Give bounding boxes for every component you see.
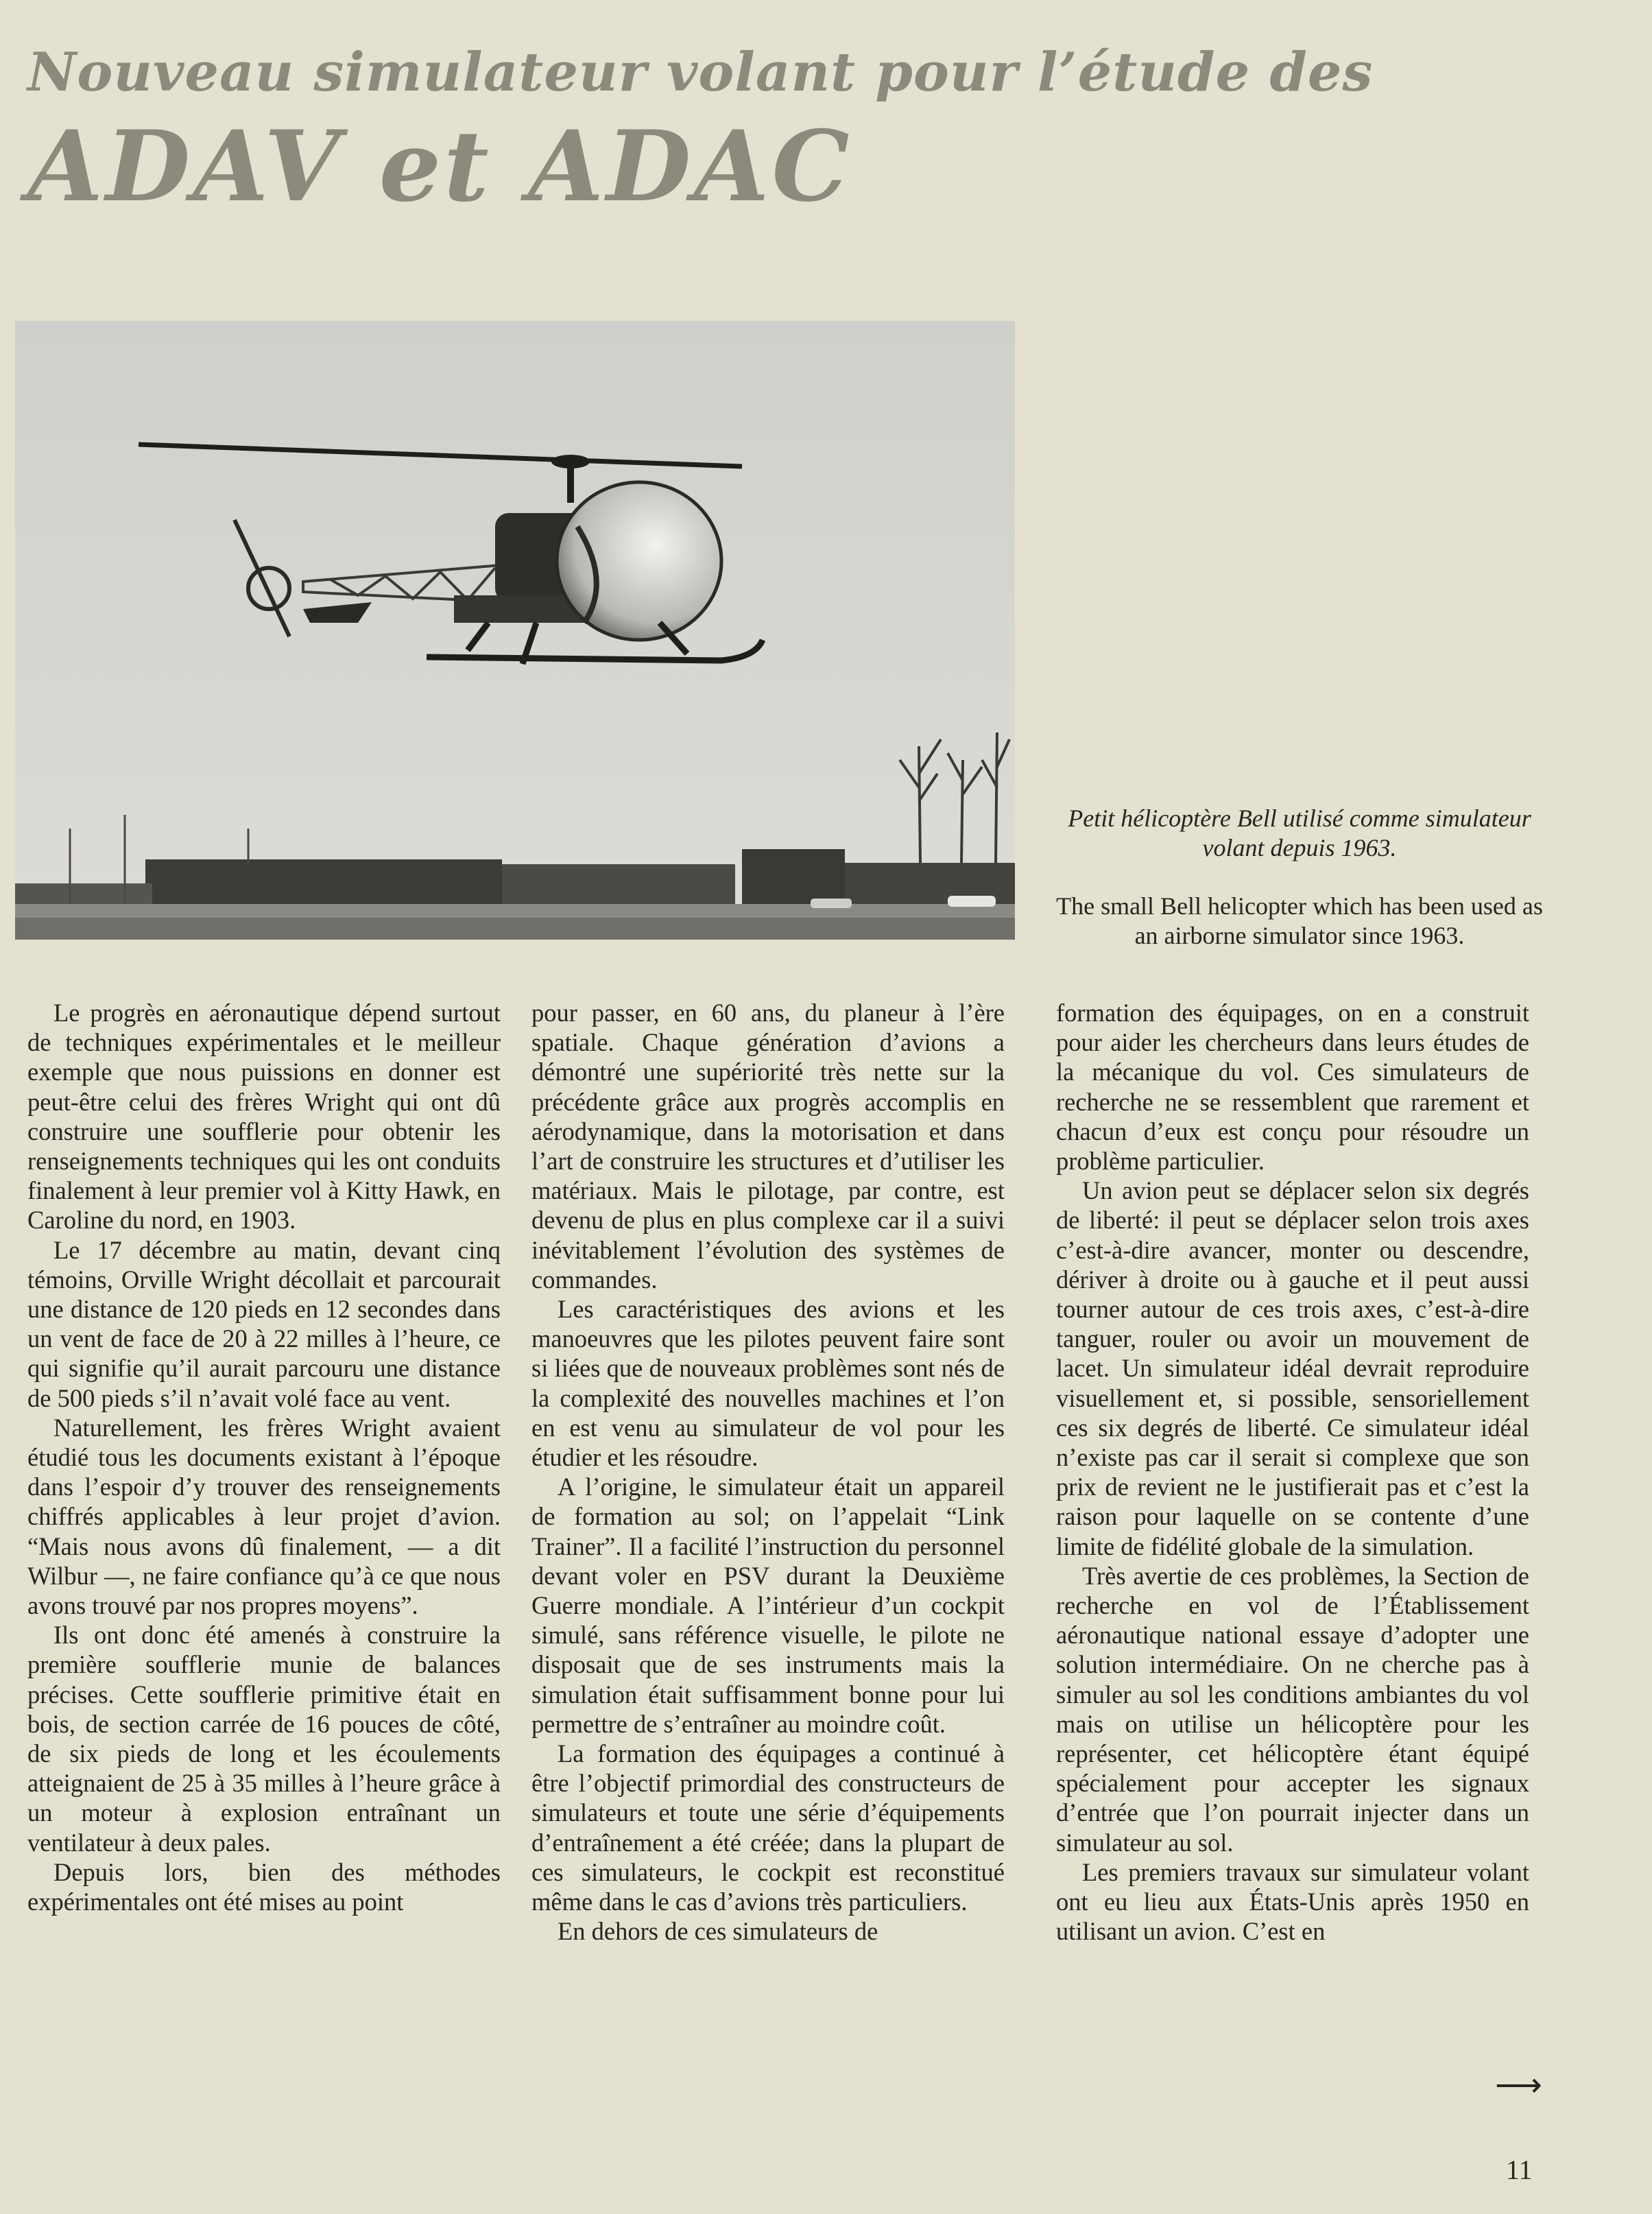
continued-arrow-icon: ⟶ [1495,2066,1542,2104]
paragraph: A l’origine, le simulateur était un appareil de formation au sol; on l’appelait “Link Trainer”. Il a facilité l’instruction du personnel devant voler en PSV durant la Deuxième Guerre mondiale. A l’intérieur d’un cockpit simulé, sans référence visuelle, le pilote ne disposait que de ses instruments mais la simulation était suffisamment bonne pour lui permettre de s’entraîner au moindre coût. [531,1473,1005,1738]
headline-line-1: Nouveau simulateur volant pour l’étude des [27,41,1374,104]
paragraph: Naturellement, les frères Wright avaient étudié tous les documents existant à l’époque dans l’espoir d’y trouver des renseignements chiffrés applicables à leur projet d’avion. “Mais nous avons dû finalement, — a dit Wilbur —, ne faire confiance qu’à ce que nous avons trouvé par nos propres moyens”. [27,1413,501,1620]
helicopter-photo [15,321,1015,940]
headline-line-2: ADAV et ADAC [27,110,852,224]
paragraph: La formation des équipages a continué à être l’objectif primordial des constructeurs de simulateurs et toute une série d’équipements d’entraînement a été créée; dans la plupart de ces simulateurs, le cockpit est reconstitué même dans le cas d’avions très particuliers. [531,1739,1005,1916]
paragraph: formation des équipages, on en a construit pour aider les chercheurs dans leurs études de la mécanique du vol. Ces simulateurs de recherche ne se ressemblent que rarement et chacun d’eux est conçu pour résoudre un problème particulier. [1056,999,1529,1176]
paragraph: Un avion peut se déplacer selon six degrés de liberté: il peut se déplacer selon trois axes c’est-à-dire avancer, monter ou descendre, dériver à droite ou à gauche et il peut aussi tourner autour de ces trois axes, c’est-à-dire tanguer, rouler ou avoir un mouvement de lacet. Un simulateur idéal devrait reproduire visuellement et, si possible, sensoriellement ces six degrés de liberté. Ce simulateur idéal n’existe pas car il serait si complexe que son prix de revient ne le justifierait pas et c’est la raison pour laquelle on se contente d’une limite de fidélité globale de la simulation. [1056,1176,1529,1560]
paragraph: Très avertie de ces problèmes, la Section de recherche en vol de l’Établissement aéronautique national essaye d’adopter une solution intermédiaire. On ne cherche pas à simuler au sol les conditions ambiantes du vol mais on utilise un hélicoptère pour les représenter, cet hélicoptère étant équipé spécialement pour accepter les signaux d’entrée que l’on pourrait injecter dans un simulateur au sol. [1056,1561,1529,1857]
helicopter-photo-illustration [15,321,1015,940]
photo-caption-french: Petit hélicoptère Bell utilisé comme simulateur volant depuis 1963. [1068,805,1531,861]
paragraph: Les premiers travaux sur simulateur volant ont eu lieu aux États-Unis après 1950 en utilisant un avion. C’est en [1056,1857,1529,1946]
article-column-1 [27,998,501,1916]
paragraph: Le 17 décembre au matin, devant cinq témoins, Orville Wright décollait et parcourait une distance de 120 pieds en 12 secondes dans un vent de face de 20 à 22 milles à l’heure, ce qui signifie qu’il aurait parcouru une distance de 500 pieds s’il n’avait volé face au vent. [27,1235,501,1412]
photo-caption-english: The small Bell helicopter which has been used as an airborne simulator since 1963. [1056,892,1543,949]
article-column-3 [1056,998,1529,1947]
article-column-2 [531,998,1005,1947]
paragraph: pour passer, en 60 ans, du planeur à l’ère spatiale. Chaque génération d’avions a démontré une supériorité très nette sur la précédente grâce aux progrès accomplis en aérodynamique, dans la motorisation et dans l’art de construire les structures et d’utiliser les matériaux. Mais le pilotage, par contre, est devenu de plus en plus complexe car il a suivi inévitablement l’évolution des systèmes de commandes. [531,999,1005,1294]
paragraph: Depuis lors, bien des méthodes expérimentales ont été mises au point [27,1857,501,1916]
paragraph: Ils ont donc été amenés à construire la première soufflerie munie de balances précises. Cette soufflerie primitive était en bois, de section carrée de 16 pouces de côté, de six pieds de long et les écoulements atteignaient de 25 à 35 milles à l’heure grâce à un moteur à explosion entraînant un ventilateur à deux pales. [27,1621,501,1857]
paragraph: Les caractéristiques des avions et les manoeuvres que les pilotes peuvent faire sont si liées que de nouveaux problèmes sont nés de la complexité des nouvelles machines et l’on en est venu au simulateur de vol pour les étudier et les résoudre. [531,1295,1005,1472]
paragraph: En dehors de ces simulateurs de [558,1917,878,1946]
paragraph: Le progrès en aéronautique dépend surtout de techniques expérimentales et le meilleur exemple que nous puissions en donner est peut-être celui des frères Wright qui ont dû construire une soufflerie pour obtenir les renseignements techniques qui les ont conduits finalement à leur premier vol à Kitty Hawk, en Caroline du nord, en 1903. [27,999,501,1235]
page-number: 11 [1506,2154,1533,2185]
